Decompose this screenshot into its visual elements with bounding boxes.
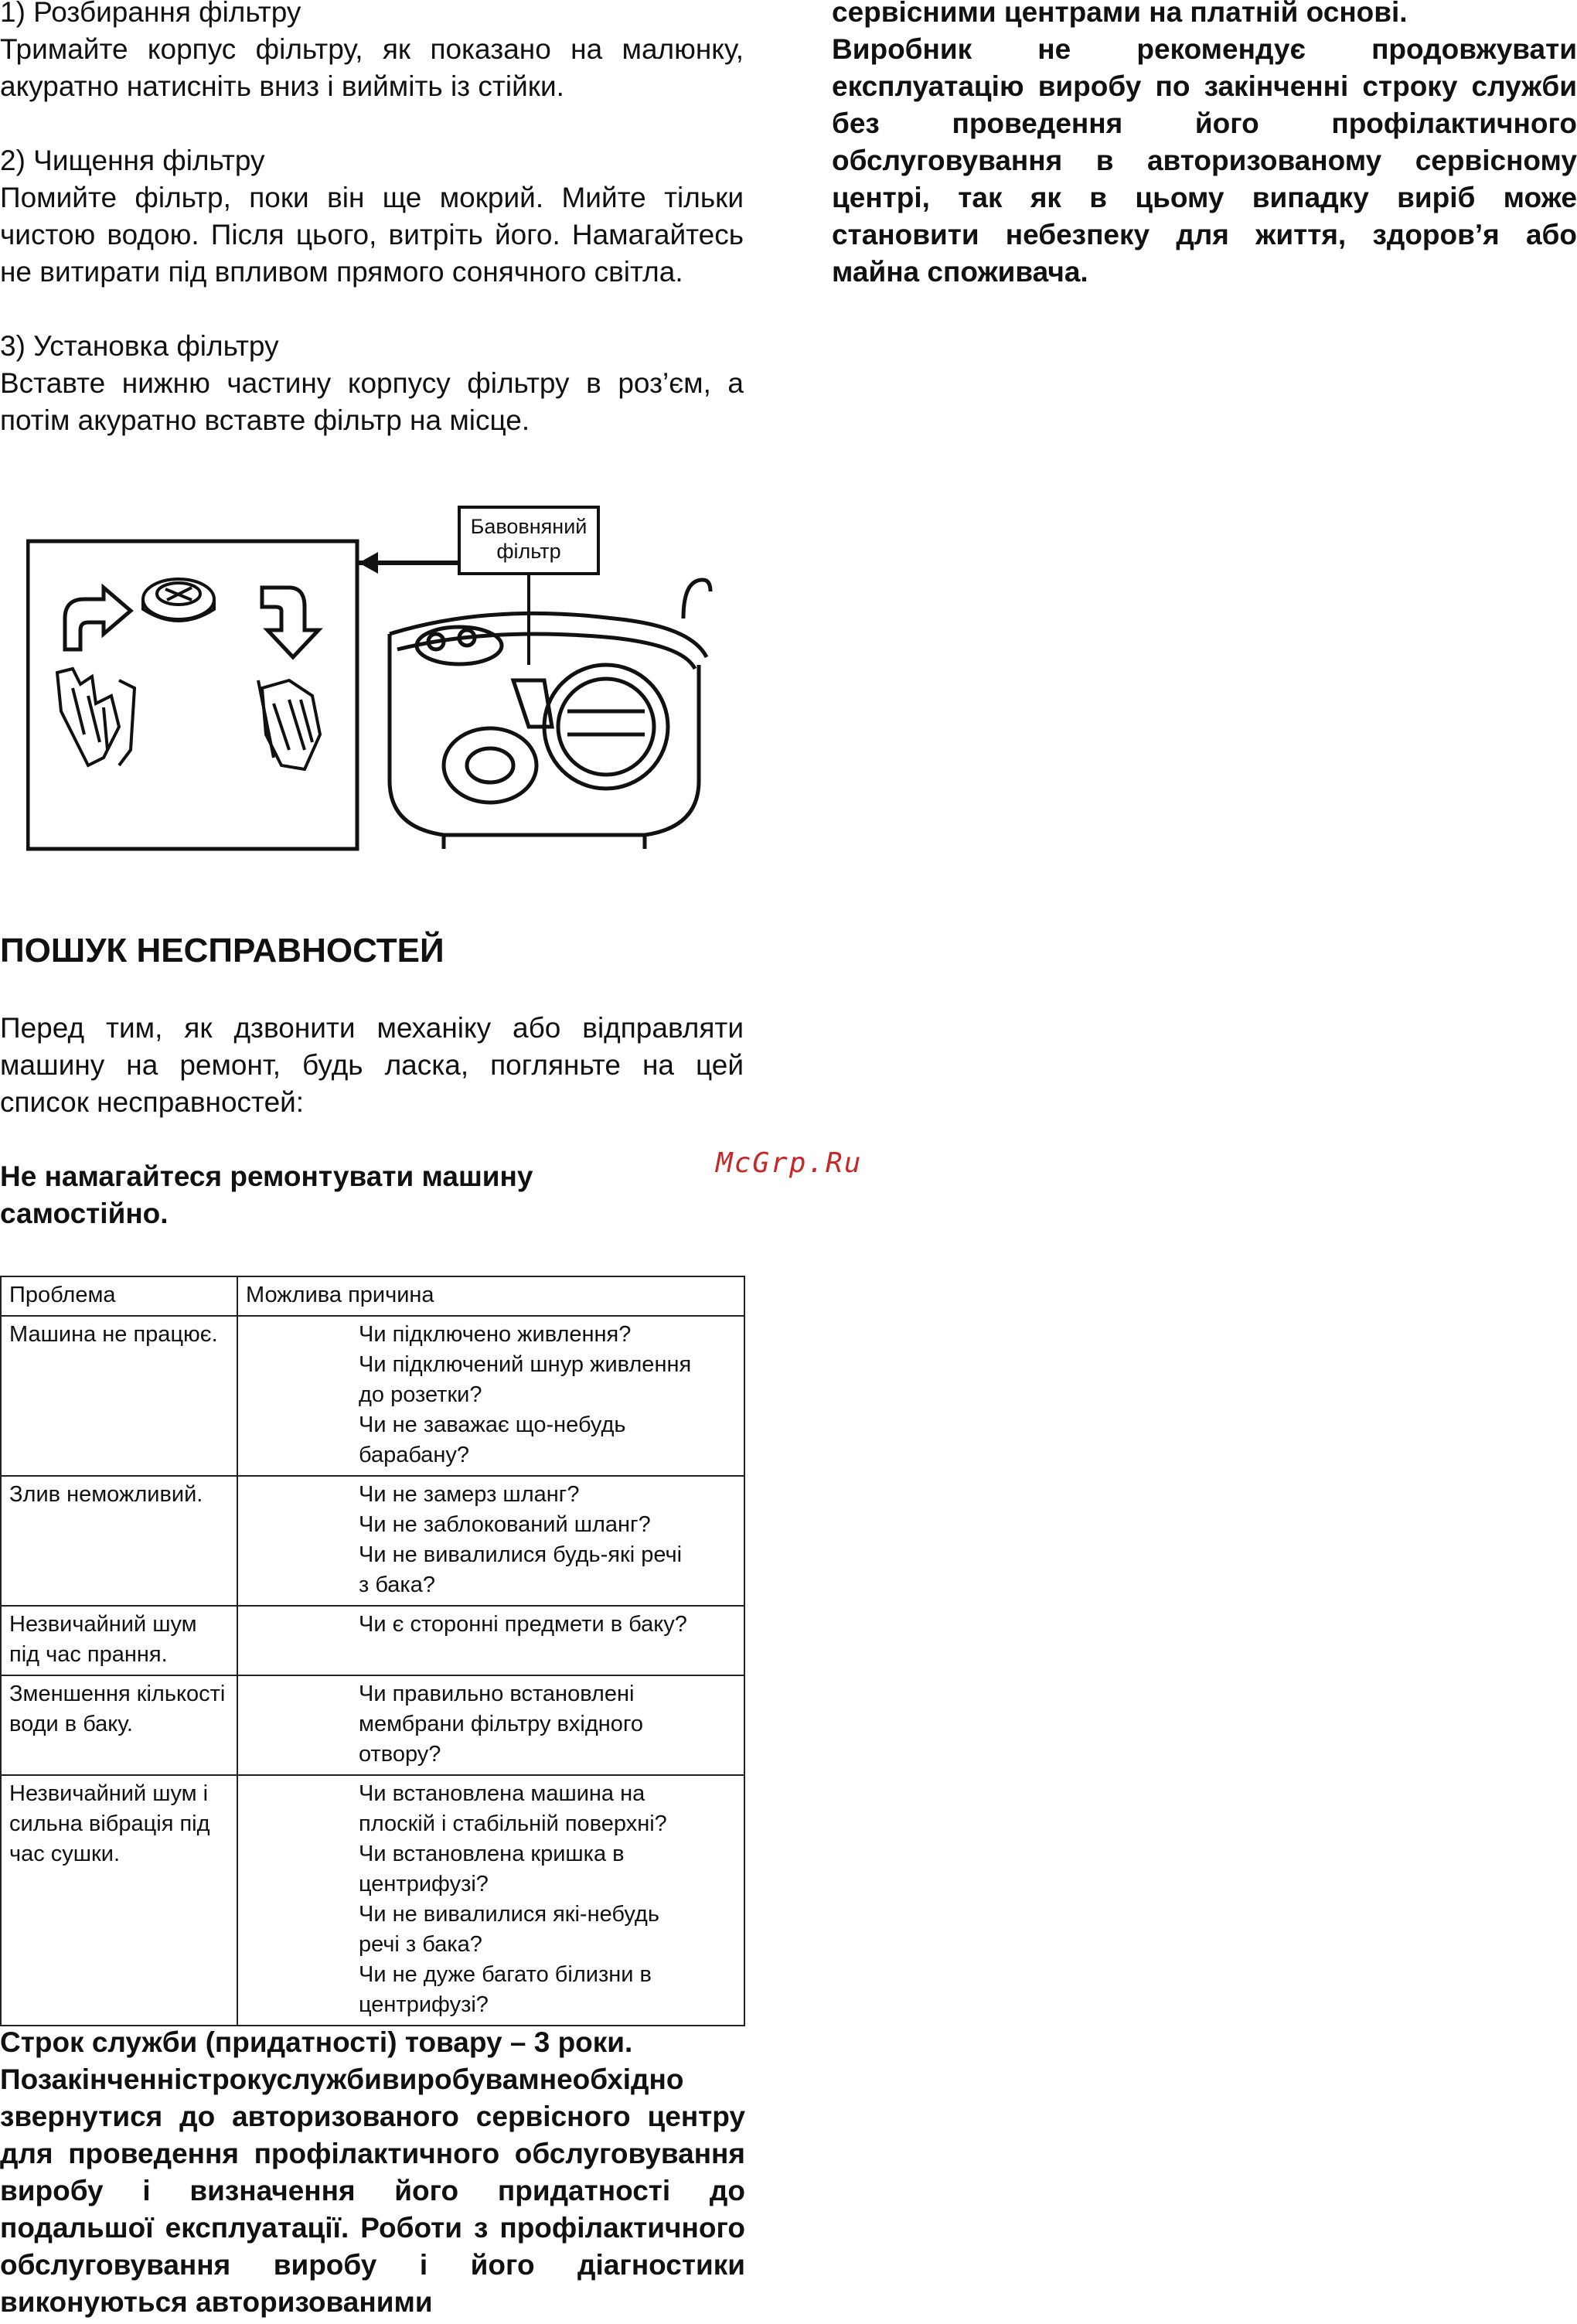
cause-line: речі з бака? [359,1932,482,1957]
arrow-left-icon [359,552,378,574]
troubleshooting-intro-block [0,1010,744,1232]
washing-machine-icon [390,580,710,849]
table-row [1,1316,744,1476]
troubleshooting-title: ПОШУК НЕСПРАВНОСТЕЙ [0,932,444,969]
step3-body: Вставте нижню частину корпусу фільтру в роз’єм, а потім акуратно вставте фільтр на місце. [0,367,744,436]
cause-line: Чи є сторонні предмети в баку? [359,1612,687,1637]
service-continued: сервісними центрами на платній основі. [832,0,1408,28]
cause-line: Чи не вивалилися які-небудь [359,1902,659,1927]
cause-cell [237,1675,744,1775]
troubleshooting-intro: Перед тим, як дзвонити механіку або відправляти машину на ремонт, будь ласка, погляньте на цей список несправностей: [0,1012,744,1118]
cause-line: центрифузі? [359,1992,489,2017]
cause-line: Чи підключено живлення? [359,1322,632,1347]
problem-cell: Зменшення кількості води в баку. [1,1675,237,1775]
filter-cap-icon [143,579,214,621]
filter-detail-box [28,541,357,849]
cause-line: Чи не заважає що-небудь [359,1412,626,1437]
cotton-filter-label-line1: Бавовняний [470,515,588,538]
cause-line: Чи встановлена машина на [359,1781,645,1806]
cause-line: мембрани фільтру вхідного [359,1712,644,1736]
filter-illustration [26,503,714,858]
watermark: McGrp.Ru [716,1147,863,1179]
service-paragraph: Позакінченністрокуслужбивиробувамнеобхідно звернутися до авторизованого сервісного центру для проведення профілактичного обслуговування виробу і визначення його придатності до подальшої експлуатації. Роботи з профілактичного обслуговування виробу і його діагностики виконуються авторизованими [0,2063,745,2318]
step1-heading: 1) Розбирання фільтру [0,0,301,28]
cause-cell [237,1316,744,1476]
cause-line: Чи не заблокований шланг? [359,1512,651,1537]
warning-line2: самостійно. [0,1198,169,1229]
curved-arrow-down-icon [262,588,318,657]
service-life-block [0,2024,745,2321]
table-row [1,1606,744,1675]
filter-instructions [0,0,744,439]
cause-line: Чи правильно встановлені [359,1682,635,1706]
cause-line: отвору? [359,1742,441,1767]
step2-heading: 2) Чищення фільтру [0,145,265,176]
table-header-row [1,1276,744,1316]
step2-body: Помийте фільтр, поки він ще мокрий. Мийте тільки чистою водою. Після цього, витріть його. Намагайтесь не витирати під впливом прямого сонячного світла. [0,182,744,288]
cause-cell [237,1606,744,1675]
problem-cell: Незвичайний шум під час прання. [1,1606,237,1675]
header-cause: Можлива причина [237,1276,744,1316]
problem-cell: Машина не працює. [1,1316,237,1476]
table-row [1,1675,744,1775]
problem-cell: Злив неможливий. [1,1476,237,1606]
cause-cell [237,1775,744,2026]
cause-line: плоскій і стабільній поверхні? [359,1811,667,1836]
cause-cell [237,1476,744,1606]
troubleshooting-table [0,1276,745,2026]
hands-installing-filter-icon [258,680,320,769]
problem-cell: Незвичайний шум і сильна вібрація під час сушки. [1,1775,237,2026]
warning-line1: Не намагайтеся ремонтувати машину [0,1160,533,1192]
header-problem: Проблема [1,1276,237,1316]
cause-line: з бака? [359,1573,436,1597]
cause-line: до розетки? [359,1382,482,1407]
cause-line: Чи не замерз шланг? [359,1482,580,1507]
service-lifetime: Строк служби (придатності) товару – 3 роки. [0,2026,633,2058]
cause-line: Чи не дуже багато білизни в [359,1962,652,1987]
curved-arrow-up-icon [65,588,131,649]
hands-removing-filter-icon [57,669,135,765]
step1-body: Тримайте корпус фільтру, як показано на малюнку, акуратно натисніть вниз і вийміть із стійки. [0,33,744,102]
step3-heading: 3) Установка фільтру [0,330,279,362]
table-row [1,1775,744,2026]
cause-line: Чи встановлена кришка в [359,1842,625,1866]
cotton-filter-label-line2: фільтр [496,540,561,563]
cause-line: барабану? [359,1443,470,1467]
table-row [1,1476,744,1606]
cause-line: центрифузі? [359,1872,489,1896]
cause-line: Чи підключений шнур живлення [359,1352,692,1377]
manufacturer-warning: Виробник не рекомендує продовжувати експлуатацію виробу по закінченні строку служби без проведення його профілактичного обслуговування в авторизованому сервісному центрі, так як в цьому випадку виріб може становити небезпеку для життя, здоров’я або майна споживача. [832,33,1577,288]
cause-line: Чи не вивалилися будь-які речі [359,1542,683,1567]
